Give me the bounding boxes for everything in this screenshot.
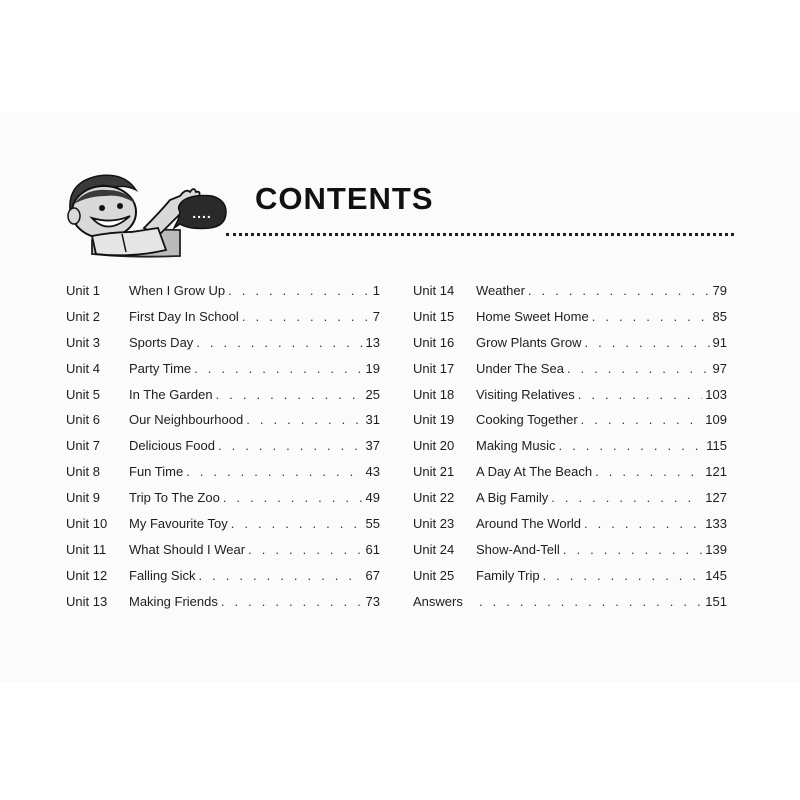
unit-label: Unit 24 bbox=[413, 541, 455, 557]
leader-dots bbox=[578, 387, 703, 402]
contents-column-left bbox=[66, 283, 386, 620]
unit-label: Unit 7 bbox=[66, 438, 100, 454]
page-number: 151 bbox=[705, 593, 727, 609]
unit-title: Around The World bbox=[476, 516, 582, 532]
unit-title: Fun Time bbox=[129, 464, 184, 480]
unit-title: My Favourite Toy bbox=[129, 516, 228, 532]
contents-column-right bbox=[413, 283, 733, 620]
unit-label: Unit 22 bbox=[413, 490, 455, 506]
page-number: 133 bbox=[705, 516, 727, 532]
unit-title: A Big Family bbox=[476, 490, 549, 506]
contents-row bbox=[66, 412, 380, 438]
page-number: 55 bbox=[365, 516, 380, 532]
contents-row bbox=[66, 542, 380, 568]
unit-label: Unit 15 bbox=[413, 308, 455, 324]
page-number: 43 bbox=[365, 464, 380, 480]
contents-row bbox=[66, 387, 380, 413]
contents-row bbox=[66, 568, 380, 594]
leader-dots bbox=[584, 516, 702, 531]
leader-dots bbox=[223, 490, 363, 505]
unit-label: Unit 2 bbox=[66, 308, 100, 324]
contents-row bbox=[413, 438, 727, 464]
contents-row bbox=[66, 438, 380, 464]
unit-title: In The Garden bbox=[129, 386, 213, 402]
contents-row bbox=[413, 387, 727, 413]
unit-title: Visiting Relatives bbox=[476, 386, 575, 402]
page-number: 109 bbox=[705, 412, 727, 428]
leader-dots bbox=[551, 490, 702, 505]
page-number: 61 bbox=[365, 541, 380, 557]
leader-dots bbox=[563, 542, 702, 557]
unit-title: What Should I Wear bbox=[129, 541, 246, 557]
page-number: 37 bbox=[365, 438, 380, 454]
leader-dots bbox=[584, 335, 709, 350]
unit-title: Falling Sick bbox=[129, 567, 196, 583]
leader-dots bbox=[543, 568, 703, 583]
page-number: 103 bbox=[705, 386, 727, 402]
page-number: 25 bbox=[365, 386, 380, 402]
contents-row bbox=[413, 283, 727, 309]
page-number: 91 bbox=[712, 334, 727, 350]
page-number: 67 bbox=[365, 567, 380, 583]
page-number: 97 bbox=[712, 360, 727, 376]
leader-dots bbox=[581, 412, 703, 427]
unit-title: Cooking Together bbox=[476, 412, 578, 428]
page-number: 121 bbox=[705, 464, 727, 480]
contents-row bbox=[413, 335, 727, 361]
speech-bubble-dots: .... bbox=[192, 205, 212, 221]
contents-row bbox=[413, 490, 727, 516]
unit-label: Unit 21 bbox=[413, 464, 455, 480]
unit-title: Home Sweet Home bbox=[476, 308, 589, 324]
leader-dots bbox=[248, 542, 362, 557]
page-number: 7 bbox=[372, 308, 380, 324]
unit-title: Family Trip bbox=[476, 567, 540, 583]
unit-label: Unit 6 bbox=[66, 412, 100, 428]
contents-row bbox=[66, 516, 380, 542]
unit-label: Unit 3 bbox=[66, 334, 100, 350]
contents-row bbox=[66, 361, 380, 387]
unit-label: Unit 25 bbox=[413, 567, 455, 583]
contents-row bbox=[413, 594, 727, 620]
unit-title: Party Time bbox=[129, 360, 192, 376]
contents-row bbox=[413, 516, 727, 542]
leader-dots bbox=[567, 361, 710, 376]
leader-dots bbox=[186, 464, 362, 479]
contents-row bbox=[66, 309, 380, 335]
leader-dots bbox=[242, 309, 370, 324]
leader-dots bbox=[221, 594, 363, 609]
unit-title: Grow Plants Grow bbox=[476, 334, 582, 350]
unit-title: A Day At The Beach bbox=[476, 464, 593, 480]
unit-label: Unit 4 bbox=[66, 360, 100, 376]
unit-title: Weather bbox=[476, 283, 525, 298]
unit-label: Unit 17 bbox=[413, 360, 455, 376]
page-number: 13 bbox=[365, 334, 380, 350]
leader-dots bbox=[194, 361, 362, 376]
contents-row bbox=[66, 490, 380, 516]
unit-label: Unit 11 bbox=[66, 541, 107, 557]
leader-dots bbox=[592, 309, 710, 324]
title-dotted-rule bbox=[226, 233, 734, 236]
unit-label: Unit 10 bbox=[66, 516, 108, 532]
contents-row bbox=[413, 361, 727, 387]
leader-dots bbox=[595, 464, 702, 479]
leader-dots bbox=[216, 387, 363, 402]
leader-dots bbox=[228, 283, 370, 298]
contents-row bbox=[413, 412, 727, 438]
unit-title: Our Neighbourhood bbox=[129, 412, 244, 428]
unit-label: Unit 5 bbox=[66, 386, 100, 402]
page-number: 73 bbox=[365, 593, 380, 609]
leader-dots bbox=[231, 516, 363, 531]
leader-dots bbox=[218, 438, 363, 453]
page-number: 85 bbox=[712, 308, 727, 324]
page-number: 145 bbox=[705, 567, 727, 583]
contents-row bbox=[66, 464, 380, 490]
unit-title: When I Grow Up bbox=[129, 283, 226, 298]
leader-dots bbox=[246, 412, 362, 427]
unit-label: Unit 9 bbox=[66, 490, 100, 506]
leader-dots bbox=[528, 283, 710, 298]
unit-title: Show-And-Tell bbox=[476, 541, 560, 557]
page-number: 19 bbox=[365, 360, 380, 376]
unit-title: Under The Sea bbox=[476, 360, 564, 376]
page-number: 31 bbox=[365, 412, 380, 428]
page-number: 79 bbox=[712, 283, 727, 298]
unit-title: Delicious Food bbox=[129, 438, 215, 454]
page-number: 139 bbox=[705, 541, 727, 557]
unit-label: Unit 12 bbox=[66, 567, 108, 583]
contents-row bbox=[413, 568, 727, 594]
leader-dots bbox=[196, 335, 362, 350]
contents-row bbox=[66, 335, 380, 361]
unit-label: Unit 16 bbox=[413, 334, 455, 350]
unit-label: Unit 1 bbox=[66, 283, 100, 298]
leader-dots bbox=[198, 568, 362, 583]
page-number: 127 bbox=[705, 490, 727, 506]
unit-label: Unit 19 bbox=[413, 412, 455, 428]
contents-row bbox=[413, 309, 727, 335]
unit-title: First Day In School bbox=[129, 308, 239, 324]
page-title: CONTENTS bbox=[255, 181, 434, 216]
unit-label: Unit 18 bbox=[413, 386, 455, 402]
contents-row bbox=[413, 542, 727, 568]
contents-row bbox=[66, 594, 380, 620]
page-number: 115 bbox=[706, 438, 727, 454]
page-number: 1 bbox=[372, 283, 380, 298]
contents-row bbox=[66, 283, 380, 309]
unit-label: Unit 8 bbox=[66, 464, 100, 480]
unit-title: Trip To The Zoo bbox=[129, 490, 220, 506]
leader-dots bbox=[558, 438, 703, 453]
leader-dots bbox=[479, 594, 702, 609]
waving-child-mascot-icon bbox=[62, 170, 232, 270]
unit-label: Answers bbox=[413, 593, 463, 609]
unit-label: Unit 13 bbox=[66, 593, 108, 609]
unit-label: Unit 20 bbox=[413, 438, 455, 454]
unit-title: Making Friends bbox=[129, 593, 218, 609]
unit-label: Unit 14 bbox=[413, 283, 455, 298]
contents-row bbox=[413, 464, 727, 490]
unit-label: Unit 23 bbox=[413, 516, 455, 532]
unit-title: Making Music bbox=[476, 438, 556, 454]
unit-title: Sports Day bbox=[129, 334, 194, 350]
page-number: 49 bbox=[365, 490, 380, 506]
